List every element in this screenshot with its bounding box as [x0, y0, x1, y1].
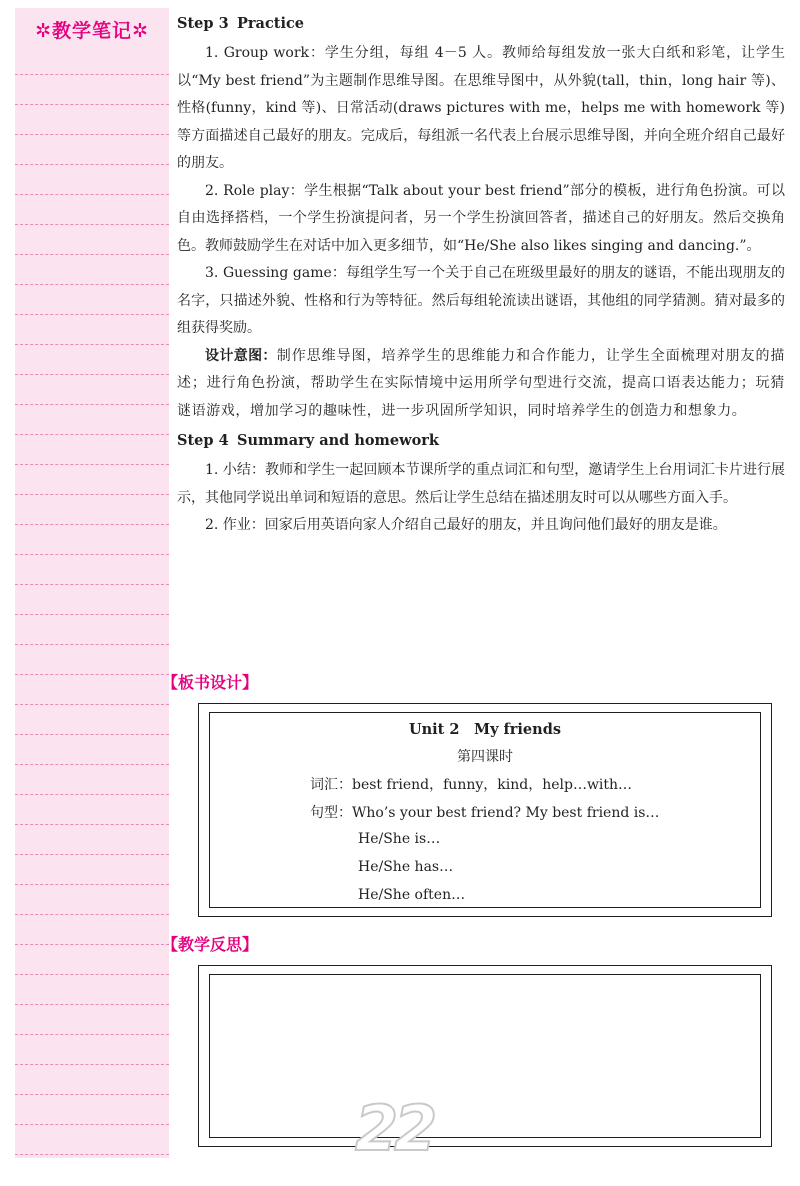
- board-design-box: [198, 703, 772, 917]
- note-line: [15, 254, 169, 255]
- step3-item-1: 1. Group work：学生分组，每组 4－5 人。教师给每组发放一张大白纸和彩笔，让学生以“My best friend”为主题制作思维导图。在思维导图中，从外貌(tall，thin，long hair 等)、性格(funny，kind 等)、日常活动(draws pictures with me，helps me with homework 等)等方面描述自己最好的朋友。完成后，每组派一名代表上台展示思维导图，并向全班介绍自己最好的朋友。: [177, 45, 785, 171]
- note-line: [15, 614, 169, 615]
- note-line: [15, 704, 169, 705]
- note-line: [15, 764, 169, 765]
- board-line-1: He/She is…: [358, 831, 441, 847]
- step3-item-3: 3. Guessing game：每组学生写一个关于自己在班级里最好的朋友的谜语，不能出现朋友的名字，只描述外貌、性格和行为等特征。然后每组轮流读出谜语，其他组的同学猜测。猜对最多的组获得奖励。: [177, 265, 785, 336]
- board-line-2: He/She has…: [358, 859, 454, 875]
- note-line: [15, 824, 169, 825]
- board-title: Unit 2 My friends: [408, 721, 561, 738]
- step4-item-1: 1. 小结：教师和学生一起回顾本节课所学的重点词汇和句型，邀请学生上台用词汇卡片进行展示，其他同学说出单词和短语的意思。然后让学生总结在描述朋友时可以从哪些方面入手。: [177, 462, 785, 506]
- notes-title: ✲教学笔记✲: [35, 20, 149, 42]
- board-vocab: 词汇：best friend，funny，kind，help…with…: [310, 777, 633, 793]
- step3-title: Practice: [237, 15, 305, 32]
- reflection-box: [198, 965, 772, 1147]
- note-line: [15, 974, 169, 975]
- note-line: [15, 194, 169, 195]
- note-line: [15, 734, 169, 735]
- step4-heading: [177, 429, 785, 457]
- step4-title: Summary and homework: [237, 432, 439, 449]
- note-line: [15, 524, 169, 525]
- board-subtitle: 第四课时: [457, 749, 513, 765]
- note-line: [15, 1034, 169, 1035]
- step3-heading: [177, 12, 785, 40]
- note-line: [15, 554, 169, 555]
- note-line: [15, 314, 169, 315]
- step4-number: Step 4: [177, 432, 229, 449]
- note-line: [15, 224, 169, 225]
- note-line: [15, 584, 169, 585]
- note-line: [15, 644, 169, 645]
- note-line: [15, 104, 169, 105]
- notes-column: [15, 8, 169, 1158]
- design-intent-text: 制作思维导图，培养学生的思维能力和合作能力，让学生全面梳理对朋友的描述；进行角色扮演，帮助学生在实际情境中运用所学句型进行交流，提高口语表达能力；玩猜谜语游戏，增加学习的趣味性，进一步巩固所学知识，同时培养学生的创造力和想象力。: [177, 347, 785, 419]
- note-line: [15, 284, 169, 285]
- board-design-heading: 【板书设计】: [162, 673, 259, 692]
- step3-item-2: 2. Role play：学生根据“Talk about your best friend”部分的模板，进行角色扮演。可以自由选择搭档，一个学生扮演提问者，另一个学生扮演回答者，描述自己的好朋友。然后交换角色。教师鼓励学生在对话中加入更多细节，如“He/She also likes singing and dancing.”。: [177, 182, 785, 254]
- note-line: [15, 1004, 169, 1005]
- board-line-3: He/She often…: [358, 887, 466, 903]
- note-line: [15, 884, 169, 885]
- reflection-inner-border: [209, 974, 761, 1138]
- note-line: [15, 374, 169, 375]
- note-line: [15, 464, 169, 465]
- note-line: [15, 494, 169, 495]
- board-pattern: 句型：Who’s your best friend? My best friend is…: [310, 805, 660, 821]
- note-line: [15, 794, 169, 795]
- note-line: [15, 134, 169, 135]
- note-line: [15, 1154, 169, 1155]
- main-content: [177, 12, 785, 540]
- step3-number: Step 3: [177, 15, 229, 32]
- page-number: 22: [355, 1092, 434, 1165]
- note-line: [15, 434, 169, 435]
- note-line: [15, 854, 169, 855]
- note-line: [15, 404, 169, 405]
- note-line: [15, 944, 169, 945]
- note-line: [15, 1124, 169, 1125]
- note-line: [15, 164, 169, 165]
- note-line: [15, 1094, 169, 1095]
- note-line: [15, 674, 169, 675]
- step4-item-2: 2. 作业：回家后用英语向家人介绍自己最好的朋友，并且询问他们最好的朋友是谁。: [205, 517, 727, 533]
- reflection-heading: 【教学反思】: [162, 935, 259, 954]
- note-line: [15, 1064, 169, 1065]
- design-intent: [177, 343, 785, 426]
- design-intent-label: 设计意图：: [205, 347, 277, 364]
- note-line: [15, 914, 169, 915]
- note-line: [15, 74, 169, 75]
- note-line: [15, 344, 169, 345]
